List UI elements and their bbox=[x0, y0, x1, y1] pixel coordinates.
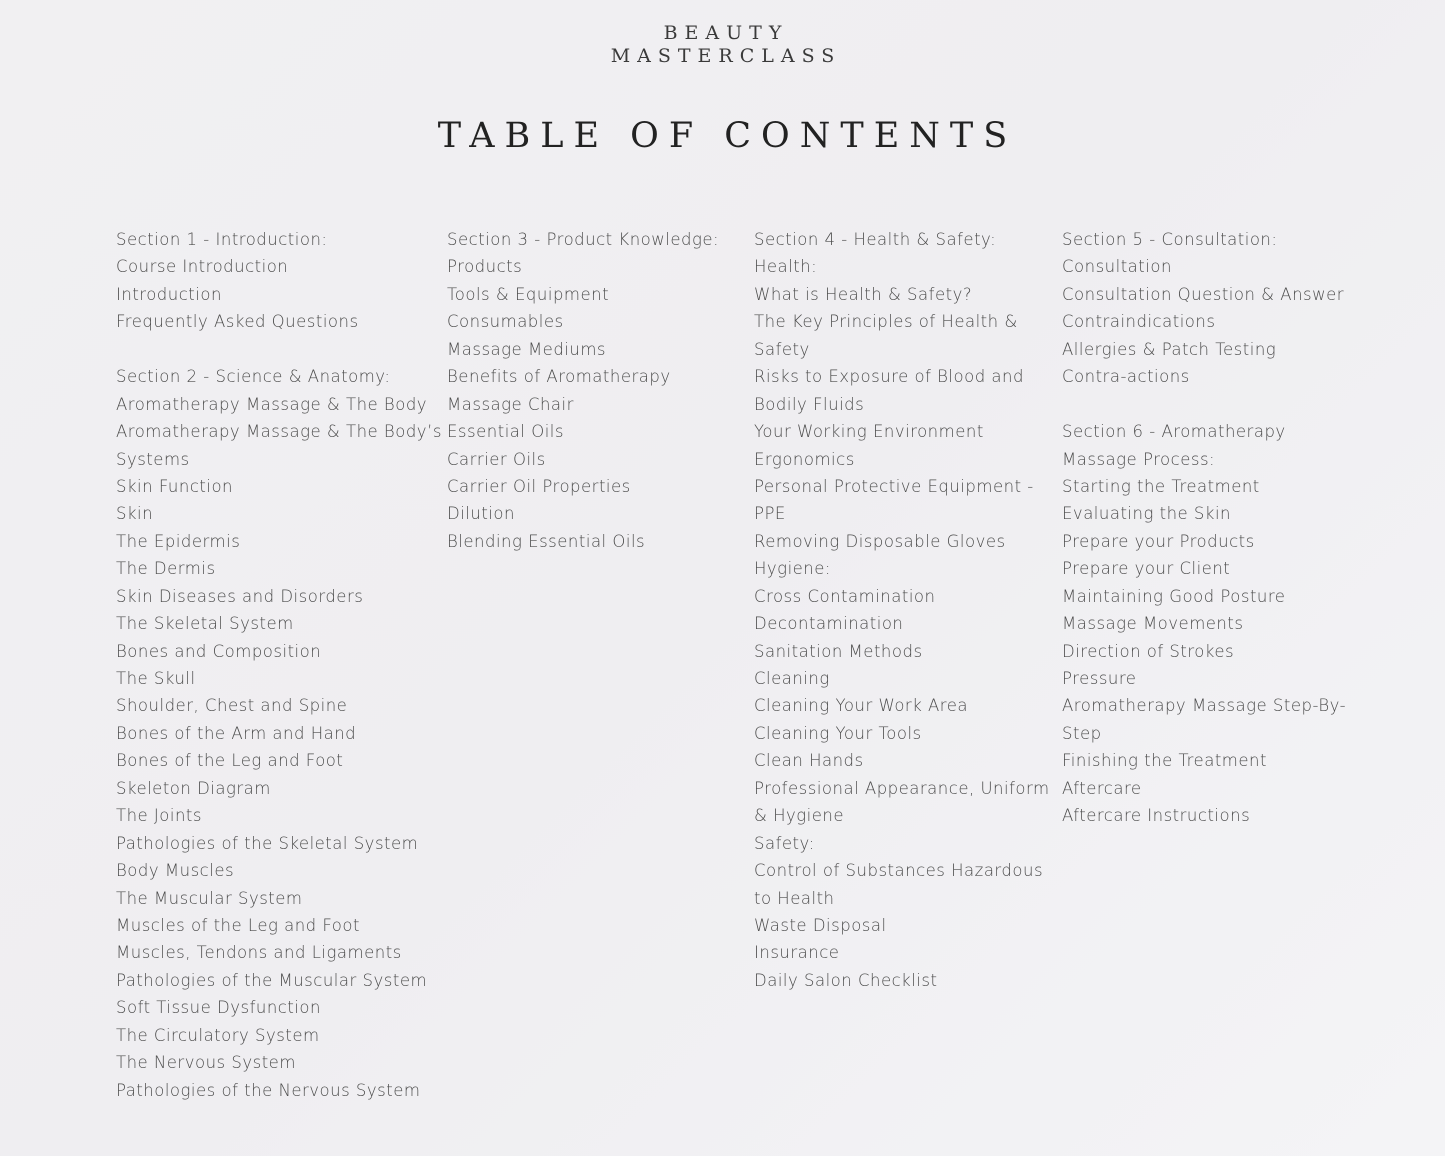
toc-entry: The Muscular System bbox=[116, 888, 303, 908]
toc-entry: Massage Mediums bbox=[447, 339, 607, 359]
toc-entry: Massage Process: bbox=[1062, 449, 1216, 469]
toc-entry: Allergies & Patch Testing bbox=[1062, 339, 1277, 359]
toc-entry: Skin Function bbox=[116, 476, 233, 496]
toc-entry: Health: bbox=[754, 257, 818, 277]
toc-entry: Course Introduction bbox=[116, 257, 289, 277]
section-heading: Section 1 - Introduction: bbox=[116, 230, 328, 249]
toc-entry: Consultation bbox=[1062, 257, 1172, 277]
toc-column-4 bbox=[1062, 226, 1346, 830]
toc-entry: Tools & Equipment bbox=[447, 284, 610, 304]
toc-entry: Finishing the Treatment bbox=[1062, 751, 1267, 771]
toc-entry: Dilution bbox=[447, 504, 515, 524]
toc-entry: Pathologies of the Nervous System bbox=[116, 1080, 421, 1100]
toc-entry: Decontamination bbox=[754, 614, 904, 634]
toc-entry: Prepare your Client bbox=[1062, 559, 1231, 579]
toc-entry: Pathologies of the Skeletal System bbox=[116, 833, 419, 853]
toc-entry: Aftercare Instructions bbox=[1062, 806, 1251, 826]
toc-entry: Clean Hands bbox=[754, 751, 864, 771]
toc-entry: Carrier Oils bbox=[447, 449, 546, 469]
toc-entry: The Joints bbox=[116, 806, 203, 826]
toc-entry: Products bbox=[447, 257, 523, 277]
toc-entry: Prepare your Products bbox=[1062, 531, 1255, 551]
toc-entry: Skeleton Diagram bbox=[116, 778, 271, 798]
toc-column-3 bbox=[754, 226, 1050, 994]
toc-entry: The Circulatory System bbox=[116, 1025, 320, 1045]
toc-entry: Hygiene: bbox=[754, 559, 831, 579]
toc-entry: Skin Diseases and Disorders bbox=[116, 586, 364, 606]
toc-column-2 bbox=[447, 226, 719, 555]
toc-entry: Soft Tissue Dysfunction bbox=[116, 998, 321, 1018]
page-title: TABLE OF CONTENTS bbox=[437, 116, 1018, 156]
brand-line-2: MASTERCLASS bbox=[610, 45, 842, 67]
toc-entry: Carrier Oil Properties bbox=[447, 476, 631, 496]
toc-entry: Shoulder, Chest and Spine bbox=[116, 696, 348, 716]
toc-entry: Evaluating the Skin bbox=[1062, 504, 1232, 524]
section-spacer bbox=[1062, 391, 1346, 418]
section-heading: Section 6 - Aromatherapy bbox=[1062, 422, 1286, 442]
toc-entry: Body Muscles bbox=[116, 861, 235, 881]
toc-entry: Pathologies of the Muscular System bbox=[116, 970, 428, 990]
toc-entry: Contra-actions bbox=[1062, 367, 1190, 387]
toc-entry: Pressure bbox=[1062, 669, 1137, 688]
toc-entry: Bones of the Arm and Hand bbox=[116, 723, 357, 743]
toc-entry: Daily Salon Checklist bbox=[754, 970, 938, 990]
toc-entry: Waste Disposal bbox=[754, 915, 887, 935]
section-heading: Section 3 - Product Knowledge: bbox=[447, 230, 720, 249]
toc-entry: The Epidermis bbox=[116, 531, 241, 551]
toc-entry: The Key Principles of Health & bbox=[754, 312, 1018, 332]
toc-entry: Your Working Environment bbox=[754, 422, 984, 442]
toc-entry: Blending Essential Oils bbox=[447, 531, 646, 551]
toc-entry: Maintaining Good Posture bbox=[1062, 586, 1286, 606]
toc-entry: Control of Substances Hazardous bbox=[754, 861, 1044, 881]
toc-entry: The Nervous System bbox=[116, 1053, 296, 1073]
toc-entry: to Health bbox=[754, 888, 835, 908]
toc-entry: Sanitation Methods bbox=[754, 641, 923, 661]
brand-line-1: BEAUTY bbox=[663, 22, 789, 44]
toc-entry: Essential Oils bbox=[447, 422, 564, 442]
section-heading: Section 2 - Science & Anatomy: bbox=[116, 367, 391, 387]
toc-entry: Aromatherapy Massage & The Body bbox=[116, 394, 428, 414]
toc-entry: Step bbox=[1062, 723, 1102, 743]
toc-entry: Systems bbox=[116, 449, 190, 469]
toc-entry: Risks to Exposure of Blood and bbox=[754, 367, 1024, 387]
toc-entry: Professional Appearance, Uniform bbox=[754, 778, 1050, 798]
toc-entry: Aromatherapy Massage Step-By- bbox=[1062, 696, 1347, 716]
toc-entry: Massage Chair bbox=[447, 394, 574, 414]
toc-entry: PPE bbox=[754, 504, 786, 524]
toc-entry: Safety bbox=[754, 339, 810, 359]
toc-entry: Safety: bbox=[754, 833, 815, 853]
toc-entry: Cleaning Your Tools bbox=[754, 723, 922, 743]
toc-entry: Direction of Strokes bbox=[1062, 641, 1235, 661]
toc-entry: Insurance bbox=[754, 943, 840, 963]
toc-entry: Ergonomics bbox=[754, 449, 855, 469]
toc-entry: & Hygiene bbox=[754, 806, 845, 826]
toc-entry: Benefits of Aromatherapy bbox=[447, 367, 671, 387]
toc-entry: Muscles, Tendons and Ligaments bbox=[116, 943, 402, 963]
brand-logo bbox=[0, 22, 1445, 68]
toc-entry: Bones of the Leg and Foot bbox=[116, 751, 344, 771]
toc-entry: Cleaning Your Work Area bbox=[754, 696, 968, 716]
toc-entry: The Skeletal System bbox=[116, 614, 294, 634]
toc-entry: Starting the Treatment bbox=[1062, 476, 1260, 496]
toc-entry: Bones and Composition bbox=[116, 641, 322, 661]
toc-entry: Skin bbox=[116, 504, 154, 524]
toc-entry: Cleaning bbox=[754, 669, 830, 688]
toc-entry: Bodily Fluids bbox=[754, 394, 865, 414]
section-spacer bbox=[116, 336, 442, 363]
section-heading: Section 4 - Health & Safety: bbox=[754, 230, 997, 249]
toc-entry: What is Health & Safety? bbox=[754, 284, 973, 304]
toc-entry: Personal Protective Equipment - bbox=[754, 476, 1034, 496]
section-heading: Section 5 - Consultation: bbox=[1062, 230, 1278, 249]
toc-entry: Muscles of the Leg and Foot bbox=[116, 915, 360, 935]
toc-entry: The Dermis bbox=[116, 559, 216, 579]
toc-entry: Massage Movements bbox=[1062, 614, 1244, 634]
toc-entry: Consultation Question & Answer bbox=[1062, 284, 1345, 304]
toc-entry: Introduction bbox=[116, 284, 222, 304]
toc-entry: Frequently Asked Questions bbox=[116, 312, 359, 332]
toc-column-1 bbox=[116, 226, 442, 1104]
toc-entry: Removing Disposable Gloves bbox=[754, 531, 1006, 551]
toc-entry: Aftercare bbox=[1062, 778, 1142, 798]
toc-entry: Cross Contamination bbox=[754, 586, 936, 606]
toc-entry: The Skull bbox=[116, 669, 196, 688]
toc-entry: Contraindications bbox=[1062, 312, 1216, 332]
toc-entry: Consumables bbox=[447, 312, 564, 332]
toc-entry: Aromatherapy Massage & The Body’s bbox=[116, 422, 442, 442]
